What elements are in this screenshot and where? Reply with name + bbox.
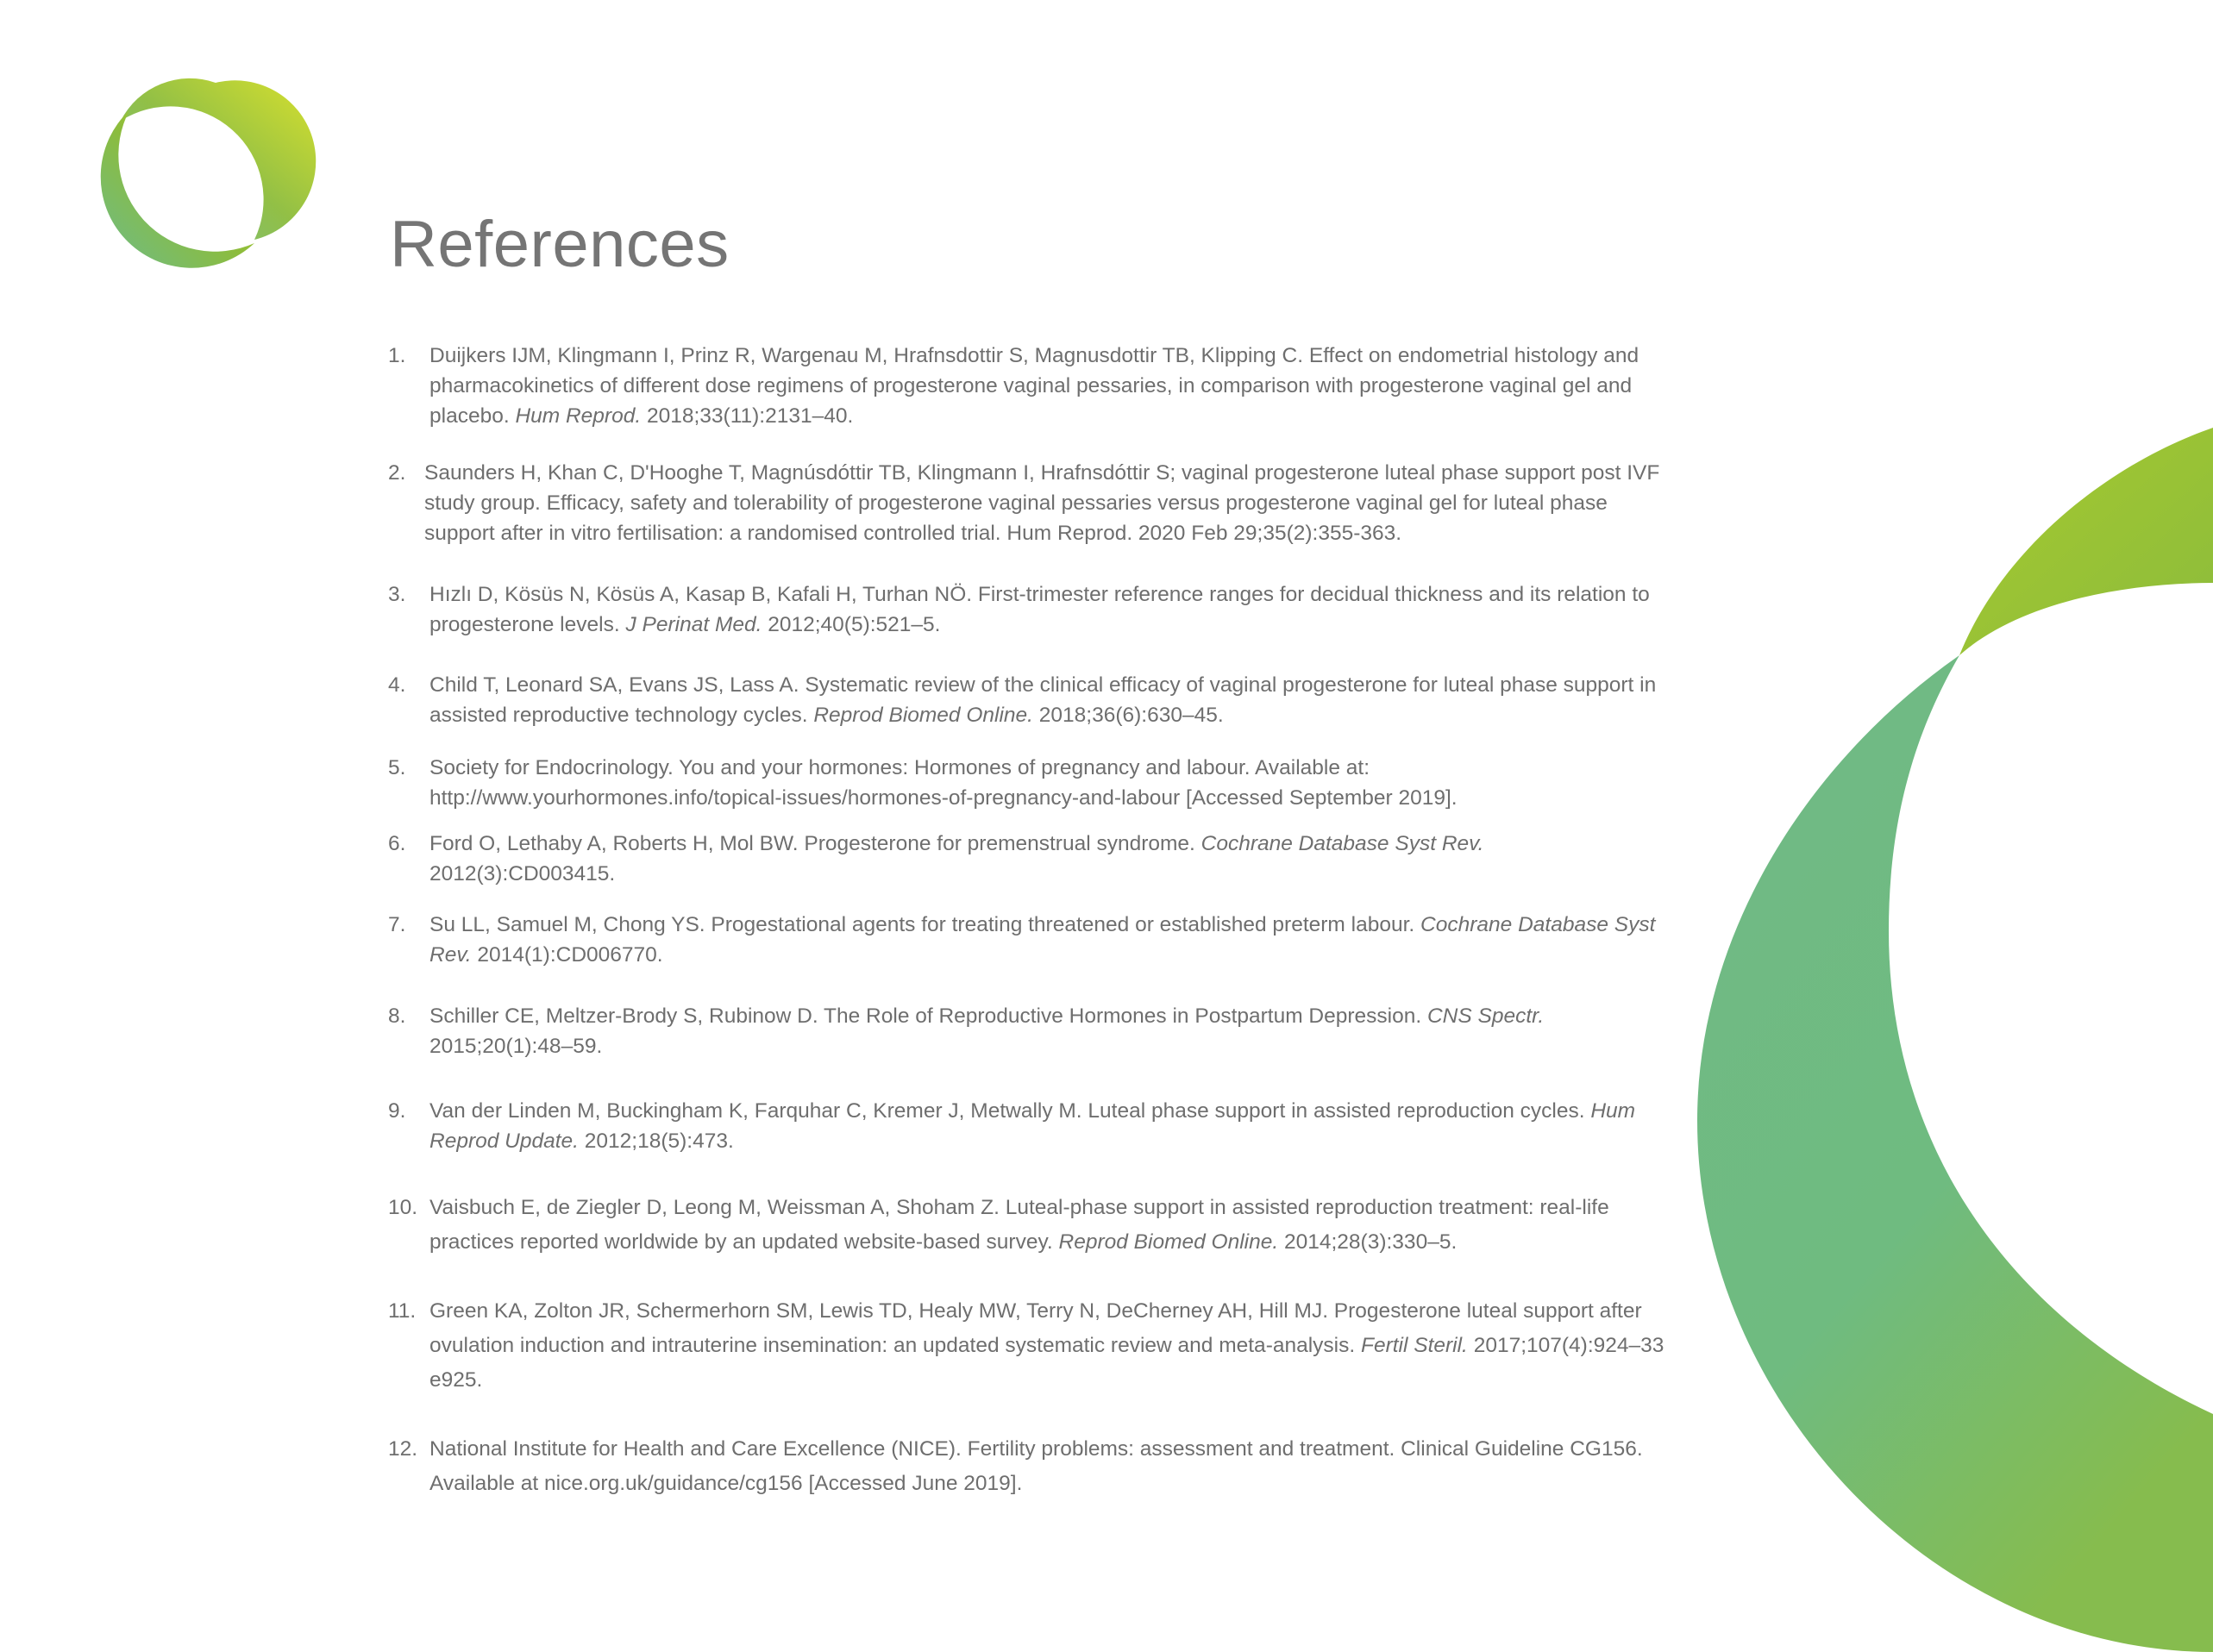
reference-body: Duijkers IJM, Klingmann I, Prinz R, Wargenau M, Hrafnsdottir S, Magnusdottir TB, Klipping C. Effect on endometrial histology and pharmacokinetics of different dose regimens of progesterone vaginal pessaries, in comparison with progesterone vaginal gel and placebo. xyxy=(429,344,1639,428)
reference-citation: 2018;33(11):2131–40. xyxy=(646,404,854,428)
reference-item xyxy=(388,341,1664,431)
reference-number: 8. xyxy=(388,1004,406,1028)
page-title: References xyxy=(390,208,730,281)
reference-text xyxy=(424,461,1659,545)
reference-text xyxy=(429,832,1483,885)
reference-citation: 2017;107(4):924–33 e925. xyxy=(429,1334,1664,1392)
reference-item xyxy=(388,829,1664,889)
reference-citation: 2018;36(6):630–45. xyxy=(1038,704,1224,727)
reference-number: 3. xyxy=(388,583,406,606)
reference-item xyxy=(388,458,1664,548)
reference-text xyxy=(429,344,1639,428)
reference-journal: J Perinat Med. xyxy=(625,613,762,636)
reference-journal: Hum Reprod. xyxy=(515,404,642,428)
reference-body: Van der Linden M, Buckingham K, Farquhar C, Kremer J, Metwally M. Luteal phase support in assisted reproduction cycles. xyxy=(429,1099,1585,1123)
reference-body: Child T, Leonard SA, Evans JS, Lass A. Systematic review of the clinical efficacy of vaginal progesterone for luteal phase support in assisted reproductive technology cycles. xyxy=(429,673,1657,727)
reference-item xyxy=(388,753,1664,813)
reference-text xyxy=(429,1299,1664,1392)
reference-item xyxy=(388,579,1664,640)
reference-item xyxy=(388,1432,1664,1501)
reference-item xyxy=(388,1001,1664,1061)
reference-text xyxy=(429,1004,1544,1058)
reference-journal: Cochrane Database Syst Rev. xyxy=(429,913,1656,967)
reference-body: National Institute for Health and Care Excellence (NICE). Fertility problems: assessment and treatment. Clinical Guideline CG156. Available at nice.org.uk/guidance/cg156 [Accessed June 2019]. xyxy=(429,1437,1643,1495)
reference-item xyxy=(388,1191,1664,1260)
reference-number: 11. xyxy=(388,1299,417,1323)
reference-list xyxy=(388,341,1664,1501)
reference-citation: 2014(1):CD006770. xyxy=(477,943,663,967)
reference-number: 7. xyxy=(388,913,406,936)
reference-text xyxy=(429,673,1656,727)
reference-body: Green KA, Zolton JR, Schermerhorn SM, Lewis TD, Healy MW, Terry N, DeCherney AH, Hill MJ. Progesterone luteal support after ovulation induction and intrauterine insemination: an updated systematic review and meta-analysis. xyxy=(429,1299,1642,1357)
reference-citation: 2012;18(5):473. xyxy=(584,1129,734,1153)
reference-journal: Hum Reprod Update. xyxy=(429,1099,1636,1153)
reference-citation: 2012(3):CD003415. xyxy=(429,862,616,885)
reference-journal: CNS Spectr. xyxy=(1426,1004,1545,1028)
reference-journal: Reprod Biomed Online. xyxy=(1058,1230,1279,1254)
reference-item xyxy=(388,1294,1664,1398)
reference-journal: Fertil Steril. xyxy=(1360,1334,1468,1357)
reference-text xyxy=(429,583,1650,636)
reference-citation: 2015;20(1):48–59. xyxy=(429,1035,603,1058)
reference-item xyxy=(388,1096,1664,1156)
reference-journal: Reprod Biomed Online. xyxy=(813,704,1033,727)
reference-body: Society for Endocrinology. You and your hormones: Hormones of pregnancy and labour. Available at: http://www.yourhormones.info/topical-issues/hormones-of-pregnancy-and-labour [Accessed September 2019]. xyxy=(429,756,1458,810)
reference-number: 5. xyxy=(388,756,406,779)
reference-item xyxy=(388,910,1664,970)
reference-body: Saunders H, Khan C, D'Hooghe T, Magnúsdóttir TB, Klingmann I, Hrafnsdóttir S; vaginal progesterone luteal phase support post IVF study group. Efficacy, safety and tolerability of progesterone vaginal pessaries versus progesterone vaginal gel for luteal phase support after in vitro fertilisation: a randomised controlled trial. Hum Reprod. 2020 Feb 29;35(2):355-363. xyxy=(424,461,1660,545)
reference-text xyxy=(429,1437,1643,1495)
reference-item xyxy=(388,670,1664,730)
ring-logo-icon xyxy=(97,78,316,272)
reference-text xyxy=(429,756,1458,810)
reference-number: 1. xyxy=(388,344,406,367)
reference-text xyxy=(429,913,1655,967)
decorative-arc xyxy=(1697,428,2213,1652)
reference-body: Hızlı D, Kösüs N, Kösüs A, Kasap B, Kafali H, Turhan NÖ. First-trimester reference ranges for decidual thickness and its relation to progesterone levels. xyxy=(429,583,1650,636)
reference-text xyxy=(429,1099,1635,1153)
reference-body: Vaisbuch E, de Ziegler D, Leong M, Weissman A, Shoham Z. Luteal-phase support in assisted reproduction treatment: real-life practices reported worldwide by an updated website-based survey. xyxy=(429,1196,1609,1254)
reference-journal: Cochrane Database Syst Rev. xyxy=(1201,832,1484,855)
reference-text xyxy=(429,1196,1609,1254)
reference-number: 9. xyxy=(388,1099,406,1123)
reference-body: Schiller CE, Meltzer-Brody S, Rubinow D. The Role of Reproductive Hormones in Postpartum Depression. xyxy=(429,1004,1422,1028)
reference-body: Ford O, Lethaby A, Roberts H, Mol BW. Progesterone for premenstrual syndrome. xyxy=(429,832,1195,855)
reference-number: 4. xyxy=(388,673,406,697)
reference-number: 6. xyxy=(388,832,406,855)
reference-citation: 2014;28(3):330–5. xyxy=(1284,1230,1458,1254)
reference-number: 10. xyxy=(388,1196,418,1219)
reference-body: Su LL, Samuel M, Chong YS. Progestational agents for treating threatened or established preterm labour. xyxy=(429,913,1415,936)
reference-number: 12. xyxy=(388,1437,418,1461)
reference-number: 2. xyxy=(388,461,406,485)
reference-citation: 2012;40(5):521–5. xyxy=(768,613,941,636)
